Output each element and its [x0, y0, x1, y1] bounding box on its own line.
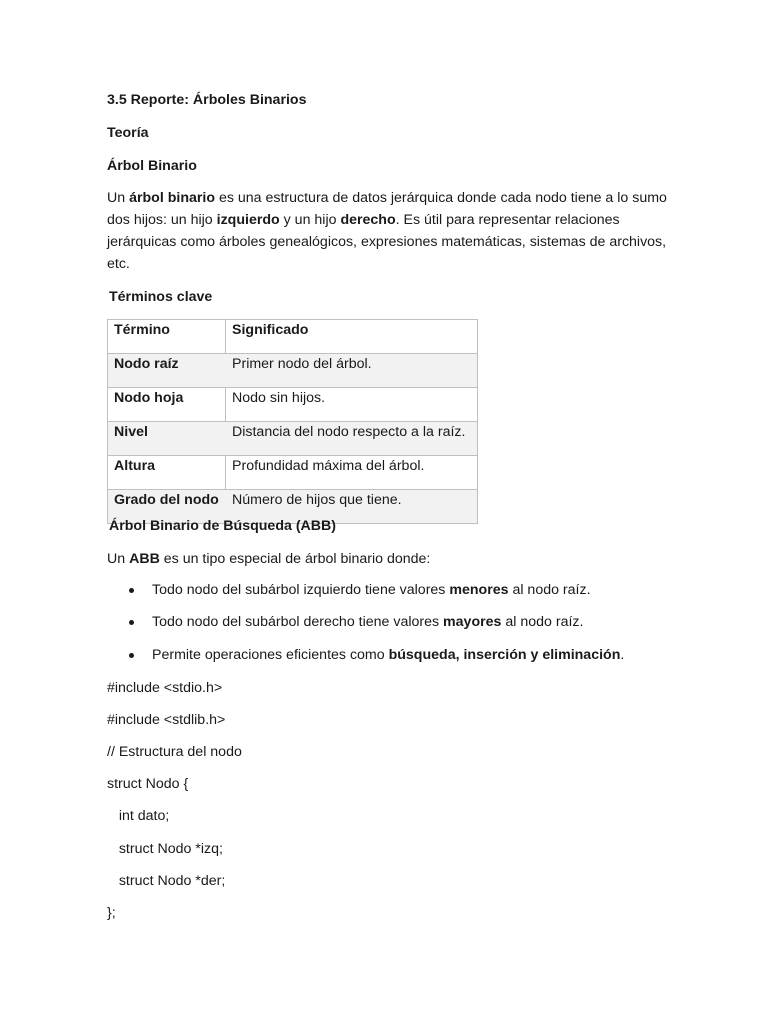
abb-properties-list [107, 579, 624, 676]
list-item [107, 644, 624, 676]
code-line: struct Nodo { [107, 776, 189, 792]
code-line: }; [107, 905, 116, 921]
terms-table [107, 319, 478, 524]
bullet-text: al nodo raíz. [508, 582, 591, 598]
term-cell: Nodo hoja [108, 388, 226, 422]
meaning-cell: Profundidad máxima del árbol. [226, 456, 478, 490]
bullet-icon [129, 588, 134, 593]
bullet-bold: mayores [443, 614, 502, 631]
meaning-cell: Número de hijos que tiene. [226, 490, 478, 524]
intro-text: . Es útil para representar relaciones jerárquicas como árboles genealógicos, expresiones matemáticas, sistemas de archivos, etc. [107, 212, 667, 272]
code-line: #include <stdlib.h> [107, 712, 226, 728]
section-title: Teoría [107, 125, 149, 141]
term-cell: Nodo raíz [108, 354, 226, 388]
code-line: struct Nodo *der; [107, 873, 226, 889]
bullet-text: Permite operaciones eficientes como [152, 646, 389, 663]
intro-text: y un hijo [279, 212, 341, 228]
intro-bold-term: árbol binario [129, 190, 215, 206]
bullet-text: Todo nodo del subárbol derecho tiene valores [152, 614, 444, 631]
code-line: // Estructura del nodo [107, 744, 242, 760]
meaning-cell: Primer nodo del árbol. [226, 354, 478, 388]
abb-intro [107, 548, 430, 570]
intro-text: Un [107, 190, 130, 206]
abb-title: Árbol Binario de Búsqueda (ABB) [109, 518, 337, 534]
intro-bold-term: izquierdo [216, 212, 280, 228]
intro-bold-term: derecho [340, 212, 396, 228]
list-item [107, 611, 624, 643]
table-header-row [108, 320, 478, 354]
subsection-title: Árbol Binario [107, 158, 197, 174]
meaning-cell: Distancia del nodo respecto a la raíz. [226, 422, 478, 456]
term-cell: Altura [108, 456, 226, 490]
table-row [108, 422, 478, 456]
abb-intro-text: es un tipo especial de árbol binario donde: [159, 551, 431, 567]
code-line: #include <stdio.h> [107, 680, 223, 696]
meaning-cell: Nodo sin hijos. [226, 388, 478, 422]
table-row [108, 456, 478, 490]
bullet-bold: búsqueda, inserción y eliminación [388, 646, 621, 663]
term-cell: Nivel [108, 422, 226, 456]
abb-intro-text: Un [107, 551, 130, 567]
code-line: int dato; [107, 808, 170, 824]
abb-intro-bold: ABB [129, 551, 160, 567]
term-cell: Grado del nodo [108, 490, 226, 524]
list-item [107, 579, 624, 611]
report-heading: 3.5 Reporte: Árboles Binarios [107, 92, 307, 108]
bullet-text: . [620, 646, 625, 663]
bullet-text: Todo nodo del subárbol izquierdo tiene valores [152, 582, 450, 598]
intro-text: es una estructura de datos jerárquica donde cada nodo tiene a lo sumo dos hijos: un hijo [107, 190, 667, 228]
intro-paragraph [107, 187, 667, 275]
table-header-cell: Término [108, 320, 226, 354]
bullet-icon [129, 653, 134, 658]
bullet-icon [129, 620, 134, 625]
bullet-text: al nodo raíz. [501, 614, 584, 631]
table-row [108, 388, 478, 422]
table-header-cell: Significado [226, 320, 478, 354]
terms-title: Términos clave [109, 289, 213, 305]
bullet-bold: menores [449, 582, 509, 598]
code-line: struct Nodo *izq; [107, 841, 223, 857]
table-row [108, 354, 478, 388]
